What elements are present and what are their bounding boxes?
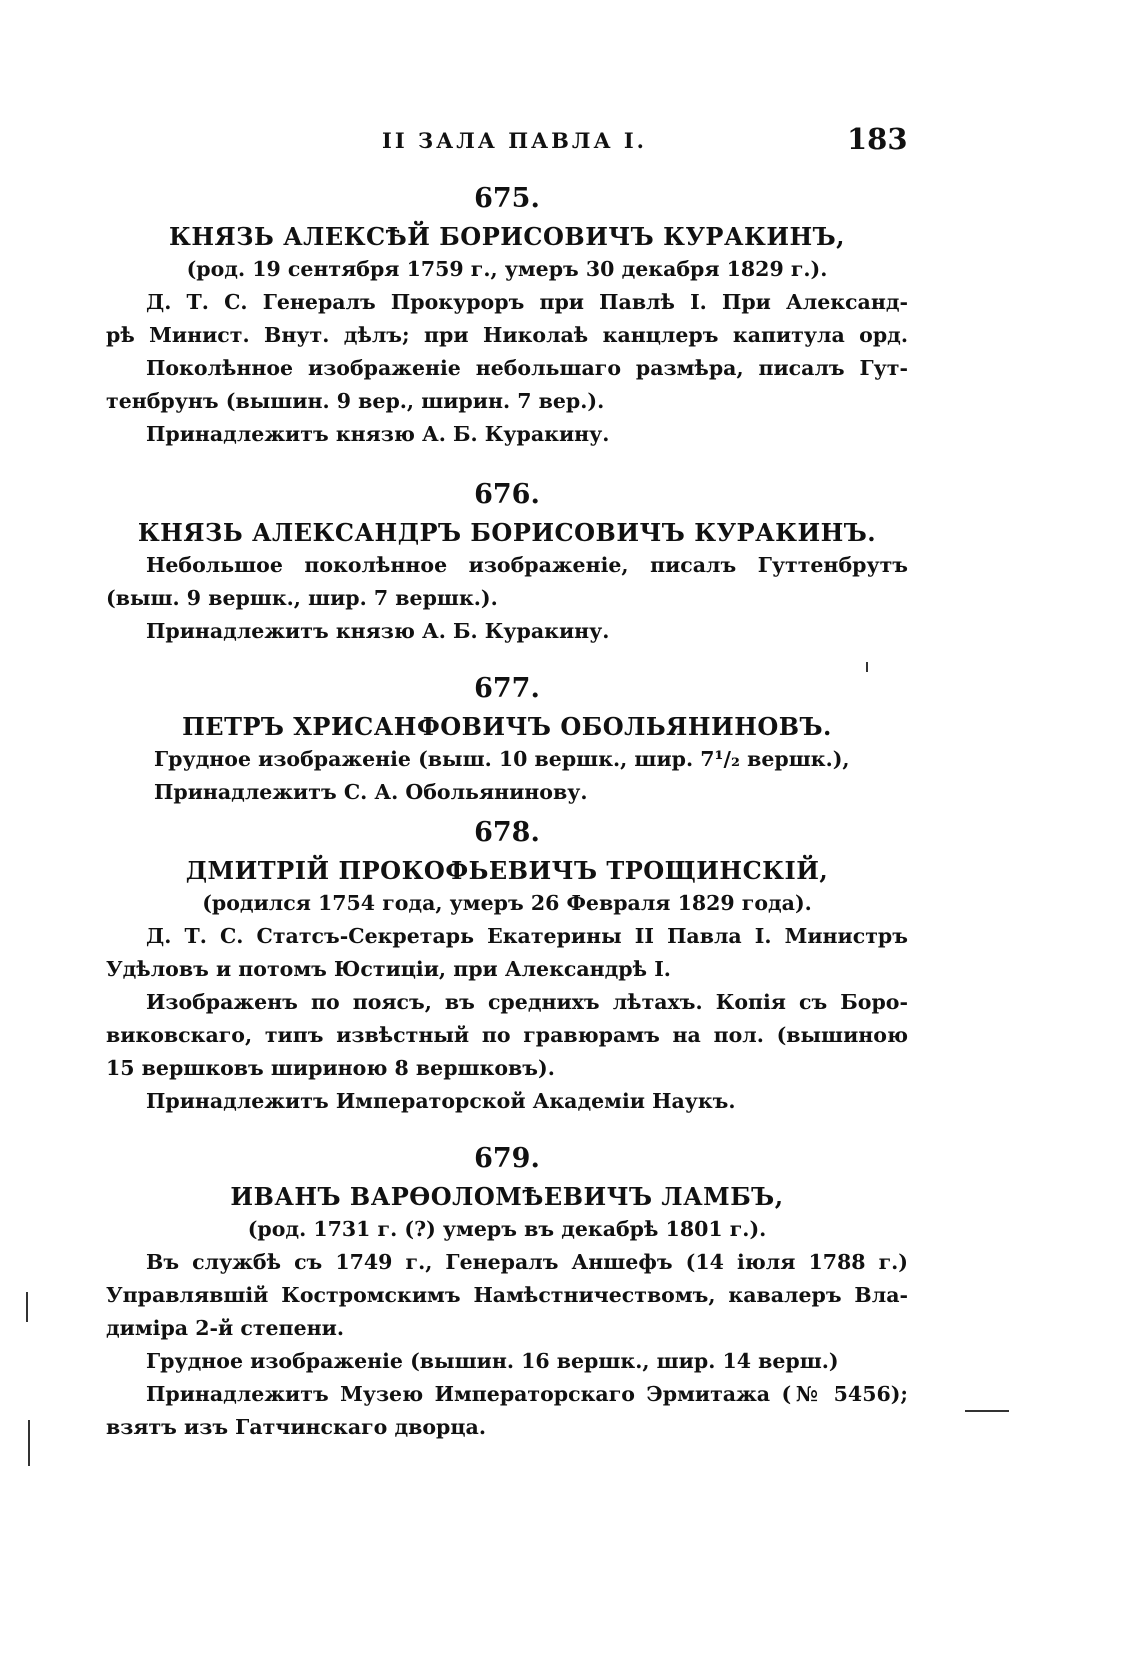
entry-text-line: Удѣловъ и потомъ Юстиціи, при Александрѣ I. <box>106 957 671 981</box>
entry-name: КНЯЗЬ АЛЕКСѢЙ БОРИСОВИЧЪ КУРАКИНЪ, <box>168 222 846 251</box>
entry-name: КНЯЗЬ АЛЕКСАНДРЪ БОРИСОВИЧЪ КУРАКИНЪ. <box>137 518 877 547</box>
entry-dates: (род. 19 сентября 1759 г., умеръ 30 декабря 1829 г.). <box>186 257 828 281</box>
entry-text-line: Въ службѣ съ 1749 г., Генералъ Аншефъ (14 іюля 1788 г.) <box>146 1250 908 1274</box>
entry-676 <box>106 478 908 648</box>
entry-text-line: 15 вершковъ шириною 8 вершковъ). <box>106 1056 555 1080</box>
entry-text-line: Грудное изображеніе (вышин. 16 вершк., шир. 14 верш.) <box>146 1349 839 1373</box>
page-number: 183 <box>847 122 908 156</box>
entry-text-line: рѣ Минист. Внут. дѣлъ; при Николаѣ канцлеръ капитула орд. <box>106 323 908 347</box>
entry-number: 676. <box>474 479 540 510</box>
entry-text-line: Принадлежитъ князю А. Б. Куракину. <box>146 619 610 643</box>
scan-mark <box>866 662 868 672</box>
entry-dates: (родился 1754 года, умеръ 26 Февраля 1829 года). <box>202 891 812 915</box>
entry-text-line: Изображенъ по поясъ, въ среднихъ лѣтахъ. Копія съ Боро- <box>146 990 908 1014</box>
entry-name: ДМИТРІЙ ПРОКОФЬЕВИЧЪ ТРОЩИНСКІЙ, <box>185 856 829 885</box>
entry-text-line: виковскаго, типъ извѣстный по гравюрамъ на пол. (вышиною <box>106 1023 908 1047</box>
entry-text-line: Д. Т. С. Генералъ Прокуроръ при Павлѣ I. При Александ- <box>146 290 908 314</box>
entry-text-line: взятъ изъ Гатчинскаго дворца. <box>106 1415 486 1439</box>
entry-text-line: Управлявшій Костромскимъ Намѣстничествомъ, кавалеръ Вла- <box>106 1283 908 1307</box>
running-head: II ЗАЛА ПАВЛА I. <box>382 128 647 153</box>
entry-text-line: Д. Т. С. Статсъ-Секретарь Екатерины II Павла I. Министръ <box>146 924 908 948</box>
entry-text-line: Поколѣнное изображеніе небольшаго размѣра, писалъ Гут- <box>146 356 908 380</box>
entry-text-line: диміра 2-й степени. <box>106 1316 344 1340</box>
entry-dates: (род. 1731 г. (?) умеръ въ декабрѣ 1801 г.). <box>247 1217 767 1241</box>
entry-number: 677. <box>474 673 540 704</box>
entry-text-line: Небольшое поколѣнное изображеніе, писалъ Гуттенбрутъ <box>146 553 908 577</box>
entry-number: 679. <box>474 1143 540 1174</box>
entry-text-line: Принадлежитъ Императорской Академіи Наукъ. <box>146 1089 736 1113</box>
entry-675 <box>106 182 908 451</box>
scan-mark <box>965 1410 1009 1412</box>
entry-name: ПЕТРЪ ХРИСАНФОВИЧЪ ОБОЛЬЯНИНОВЪ. <box>182 712 832 741</box>
entry-679 <box>106 1142 908 1444</box>
entry-text-line: Принадлежитъ князю А. Б. Куракину. <box>146 422 610 446</box>
entry-number: 678. <box>474 817 540 848</box>
entry-678 <box>106 816 908 1118</box>
entry-number: 675. <box>474 183 540 214</box>
entry-text-line: Принадлежитъ Музею Императорскаго Эрмитажа (№ 5456); <box>146 1382 908 1406</box>
entry-677 <box>106 672 908 809</box>
entry-text-line: Принадлежитъ С. А. Обольянинову. <box>154 780 588 804</box>
entry-text-line: (выш. 9 вершк., шир. 7 вершк.). <box>106 586 498 610</box>
entry-text-line: тенбрунъ (вышин. 9 вер., ширин. 7 вер.). <box>106 389 605 413</box>
entry-text-line: Грудное изображеніе (выш. 10 вершк., шир. 7¹/₂ вершк.), <box>154 747 850 771</box>
scan-mark <box>26 1292 28 1322</box>
scan-mark <box>28 1420 30 1466</box>
entry-name: ИВАНЪ ВАРѲОЛОМѢЕВИЧЪ ЛАМБЪ, <box>230 1182 784 1211</box>
